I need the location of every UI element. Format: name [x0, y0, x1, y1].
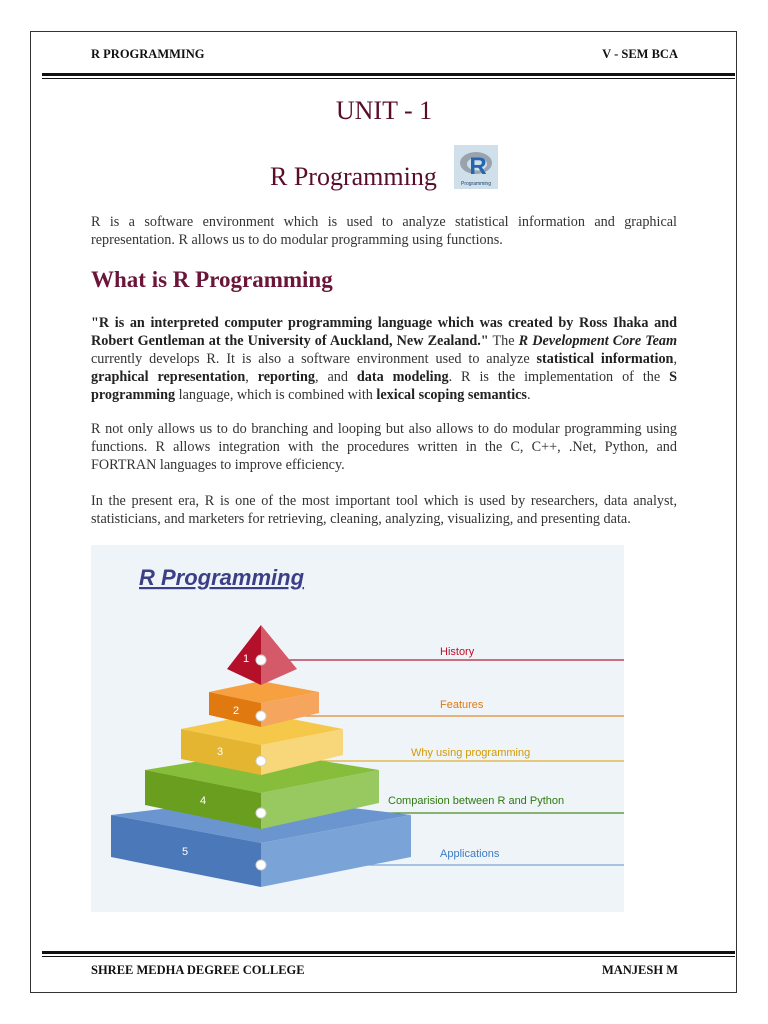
present-era-paragraph: In the present era, R is one of the most important tool which is used by researchers, data analyst, statisticians, and marketers for retrieving, cleaning, analyzing, visualizing, and presenting data.: [91, 493, 677, 527]
r-logo-icon: [454, 145, 498, 189]
diagram-title: R Programming: [139, 565, 305, 590]
footer-rule: [42, 951, 735, 954]
section-heading: What is R Programming: [91, 267, 333, 292]
header-left: R PROGRAMMING: [91, 47, 205, 61]
footer-right: MANJESH M: [601, 963, 678, 977]
level-3-marker: [256, 756, 266, 766]
definition-paragraph: "R is an interpreted computer programming language which was created by Ross Ihaka and Robert Gentleman at the University of Auckland, New Zealand." The R Development Core Team currently develops R. It is also a software environment used to analyze statistical information, graphical representation, reporting, and data modeling. R is the implementation of the S programming language, which is combined with lexical scoping semantics.: [91, 315, 678, 403]
r-programming-title: R Programming: [270, 162, 437, 191]
level-1-number: 1: [243, 653, 250, 665]
integration-paragraph: R not only allows us to do branching and looping but also allows to do modular programming using functions. R allows integration with the procedures written in the C, C++, .Net, Python, and FORTRAN languages to improve efficiency.: [91, 421, 677, 473]
level-3-number: 3: [217, 746, 224, 758]
level-5-label: Applications: [440, 848, 500, 860]
level-4-label: Comparision between R and Python: [388, 795, 565, 807]
level-2-marker: [256, 711, 266, 721]
level-1-marker: [256, 655, 266, 665]
level-5-marker: [256, 860, 266, 870]
level-4-number: 4: [200, 795, 207, 807]
r-logo-caption: Programming: [460, 181, 492, 187]
level-2-number: 2: [233, 705, 240, 717]
unit-title: UNIT - 1: [335, 96, 433, 125]
r-logo-letter: R: [469, 153, 487, 180]
footer-rule-thin: [42, 956, 735, 957]
level-2-label: Features: [440, 699, 484, 711]
definition-quote: "R is an interpreted computer programming language which was created by Ross Ihaka and Robert Gentleman at the University of Auckland, New Zealand.": [91, 315, 677, 349]
footer-left: SHREE MEDHA DEGREE COLLEGE: [91, 963, 305, 977]
rdct-text: R Development Core Team: [518, 333, 678, 349]
level-3-label: Why using programming: [411, 747, 531, 759]
pyramid-diagram: [91, 545, 624, 912]
header-rule-thin: [42, 78, 735, 79]
header-right: V - SEM BCA: [602, 47, 678, 61]
intro-paragraph: R is a software environment which is used to analyze statistical information and graphical representation. R allows us to do modular programming using functions.: [91, 214, 677, 248]
header-rule: [42, 73, 735, 76]
level-4-marker: [256, 808, 266, 818]
level-1-label: History: [440, 646, 475, 658]
level-5-number: 5: [182, 846, 189, 858]
